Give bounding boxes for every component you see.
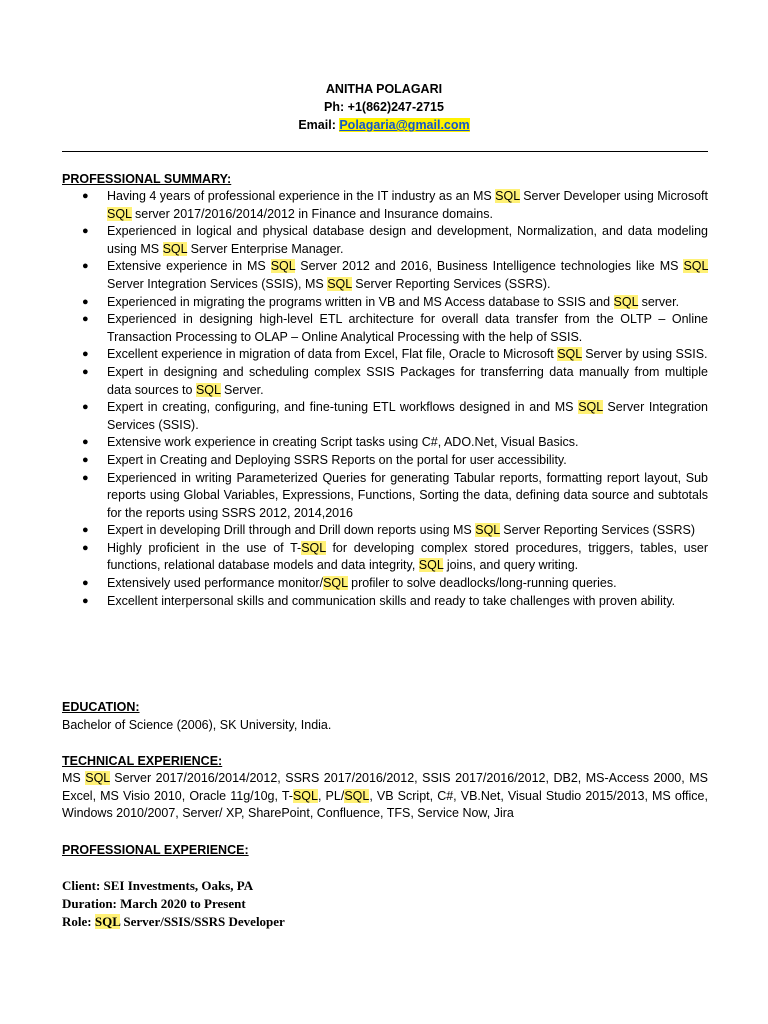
- text-segment: Server by using SSIS.: [581, 347, 708, 362]
- client-line: Client: SEI Investments, Oaks, PA: [62, 878, 254, 893]
- keyword-highlight: SQL: [418, 558, 444, 573]
- bullet-icon: ●: [82, 295, 89, 308]
- phone-number: +1(862)247-2715: [347, 100, 444, 114]
- summary-item: [62, 522, 708, 540]
- resume-header: [0, 80, 768, 134]
- text-segment: Expert in creating, configuring, and fine-tuning ETL workflows designed in and MS: [107, 400, 579, 415]
- keyword-highlight: SQL: [195, 382, 221, 397]
- summary-item: [62, 470, 708, 523]
- summary-item: [62, 294, 708, 312]
- bullet-icon: ●: [82, 190, 89, 202]
- bullet-icon: ●: [82, 313, 89, 326]
- text-segment: Experienced in writing Parameterized Queries for generating Tabular reports, formatting report layout, Sub reports using Global Variables, Expressions, Functions, Sorting the data, defining data source and subtotals for the reports using SSRS 2012, 2014,2016: [107, 470, 708, 520]
- role-title: Server/SSIS/SSRS Developer: [120, 914, 285, 929]
- text-segment: Highly proficient in the use of T-: [107, 540, 302, 555]
- bullet-icon: ●: [82, 401, 89, 414]
- keyword-highlight: SQL: [557, 347, 582, 362]
- role-highlight: SQL: [94, 914, 121, 929]
- summary-item: [62, 434, 708, 452]
- summary-item: [62, 258, 708, 293]
- bullet-icon: ●: [82, 225, 89, 238]
- phone-label: Ph:: [324, 100, 345, 114]
- summary-item: [62, 399, 708, 434]
- text-segment: server.: [638, 294, 680, 309]
- bullet-icon: ●: [82, 436, 89, 449]
- summary-heading: PROFESSIONAL SUMMARY:: [62, 172, 232, 186]
- summary-item: [62, 364, 708, 399]
- text-segment: Server 2012 and 2016, Business Intelligence technologies like MS: [295, 259, 684, 274]
- bullet-icon: ●: [82, 541, 89, 554]
- keyword-highlight: SQL: [301, 540, 326, 555]
- email-link[interactable]: Polagaria@gmail.com: [339, 118, 470, 132]
- education-heading: EDUCATION:: [62, 700, 140, 714]
- text-segment: Server 2017/2016/2014/2012, SSRS 2017/2016/2012, SSIS 2017/2016/2012, DB2, MS-Access 2000, MS Excel, MS Visio 2010, Oracle 11g/10g, T-: [62, 771, 708, 803]
- keyword-highlight: SQL: [162, 241, 188, 256]
- bullet-icon: ●: [82, 348, 89, 361]
- text-segment: Server.: [220, 382, 264, 397]
- text-segment: Having 4 years of professional experience in the IT industry as an MS: [107, 189, 496, 203]
- summary-item: [62, 188, 708, 223]
- bullet-icon: ●: [82, 365, 89, 378]
- email-line: [0, 116, 768, 134]
- bullet-icon: ●: [82, 471, 89, 484]
- text-segment: Server Integration Services (SSIS), MS: [107, 276, 328, 291]
- bullet-icon: ●: [82, 260, 89, 273]
- text-segment: Expert in Creating and Deploying SSRS Reports on the portal for user accessibility.: [107, 452, 567, 467]
- keyword-highlight: SQL: [344, 788, 370, 803]
- text-segment: , PL/: [317, 788, 345, 803]
- bullet-icon: ●: [82, 524, 89, 537]
- text-segment: Experienced in designing high-level ETL architecture for overall data transfer from the OLTP – Online Transaction Processing to OLAP – Online Analytical Processing with the help of SSIS.: [107, 312, 708, 344]
- text-segment: , VB Script, C#, VB.Net, Visual Studio 2015/2013, MS office, Windows 2010/2007, Server/ XP, SharePoint, Confluence, TFS, Service Now, Jira: [62, 788, 708, 821]
- text-segment: server 2017/2016/2014/2012 in Finance and Insurance domains.: [131, 206, 493, 221]
- keyword-highlight: SQL: [327, 276, 352, 291]
- summary-item: [62, 346, 708, 364]
- text-segment: Excellent interpersonal skills and communication skills and ready to take challenges with proven ability.: [107, 593, 676, 608]
- summary-list: [62, 188, 708, 610]
- education-text: Bachelor of Science (2006), SK University, India.: [62, 718, 332, 732]
- text-segment: Extensive experience in MS: [107, 259, 271, 274]
- duration-line: Duration: March 2020 to Present: [62, 896, 246, 911]
- text-segment: for developing complex stored procedures, triggers, tables, user functions, relational database models and data integrity,: [107, 540, 708, 573]
- text-segment: Expert in developing Drill through and Drill down reports using MS: [107, 523, 476, 538]
- keyword-highlight: SQL: [292, 788, 318, 803]
- bullet-icon: ●: [82, 577, 89, 590]
- summary-item: [62, 593, 708, 611]
- text-segment: Extensively used performance monitor/: [107, 576, 324, 591]
- keyword-highlight: SQL: [85, 771, 110, 785]
- keyword-highlight: SQL: [475, 523, 500, 538]
- text-segment: Server Integration Services (SSIS).: [107, 400, 708, 432]
- bullet-icon: ●: [82, 453, 89, 466]
- phone-line: [0, 98, 768, 116]
- summary-item: [62, 223, 708, 258]
- technical-heading: TECHNICAL EXPERIENCE:: [62, 754, 223, 768]
- summary-item: [62, 575, 708, 593]
- text-segment: Expert in designing and scheduling complex SSIS Packages for transferring data manually from multiple data sources to: [107, 364, 708, 397]
- candidate-name: ANITHA POLAGARI: [325, 82, 443, 96]
- text-segment: joins, and query writing.: [443, 558, 579, 573]
- keyword-highlight: SQL: [323, 576, 348, 591]
- text-segment: Server Enterprise Manager.: [187, 241, 344, 256]
- text-segment: Extensive work experience in creating Script tasks using C#, ADO.Net, Visual Basics.: [107, 435, 579, 450]
- text-segment: Server Reporting Services (SSRS): [499, 523, 696, 538]
- role-line: [62, 913, 285, 931]
- text-segment: profiler to solve deadlocks/long-running queries.: [347, 576, 617, 591]
- text-segment: Experienced in logical and physical database design and development, Normalization, and data modeling using MS: [107, 224, 708, 256]
- role-label: Role:: [62, 914, 95, 929]
- keyword-highlight: SQL: [107, 206, 132, 221]
- bullet-icon: ●: [82, 594, 89, 607]
- technical-skills-text: [62, 770, 708, 823]
- keyword-highlight: SQL: [613, 294, 639, 309]
- text-segment: Excellent experience in migration of data from Excel, Flat file, Oracle to Microsoft: [107, 347, 558, 362]
- professional-heading: PROFESSIONAL EXPERIENCE:: [62, 843, 249, 857]
- text-segment: MS: [62, 771, 86, 785]
- text-segment: Experienced in migrating the programs written in VB and MS Access database to SSIS and: [107, 294, 614, 309]
- keyword-highlight: SQL: [270, 259, 296, 274]
- email-label: Email:: [298, 118, 336, 132]
- keyword-highlight: SQL: [578, 400, 603, 415]
- keyword-highlight: SQL: [495, 189, 520, 203]
- summary-item: [62, 540, 708, 575]
- text-segment: Server Developer using Microsoft: [519, 189, 709, 203]
- keyword-highlight: SQL: [683, 259, 708, 274]
- header-divider: [62, 151, 708, 152]
- summary-item: [62, 452, 708, 470]
- summary-item: [62, 311, 708, 346]
- text-segment: Server Reporting Services (SSRS).: [351, 276, 551, 291]
